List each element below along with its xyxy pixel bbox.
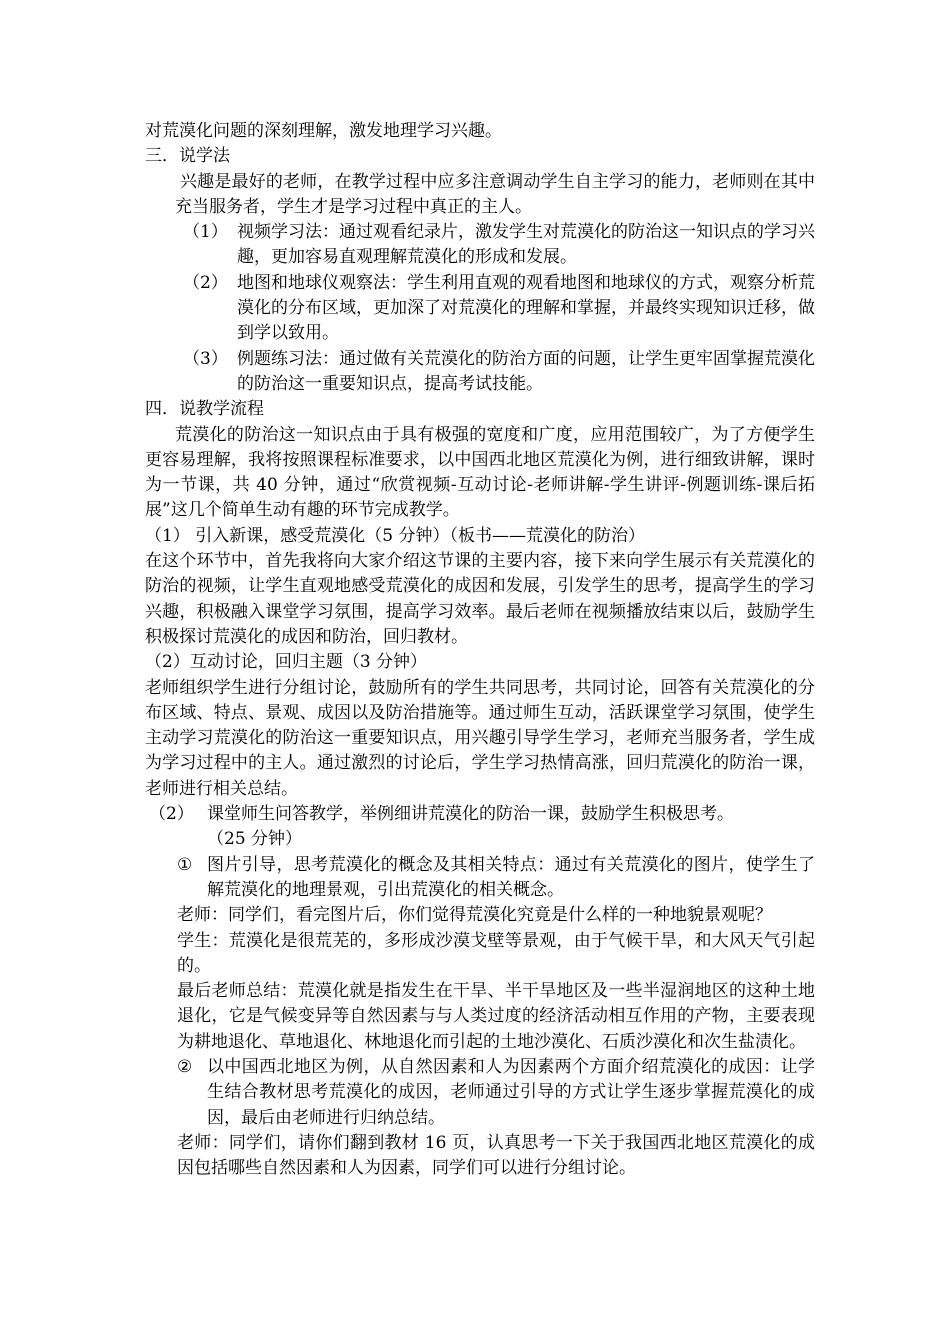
- sub-item-1-number: ①: [177, 854, 193, 875]
- section-3-heading: 三．说学法: [145, 146, 230, 167]
- method-number: （2）: [183, 272, 228, 293]
- method-item: [145, 220, 815, 271]
- method-text: 例题练习法：通过做有关荒漠化的防治方面的问题，让学生更牢固掌握荒漠化的防治这一重要知识点，提高考试技能。: [237, 348, 815, 394]
- step-2-paragraph: 老师组织学生进行分组讨论，鼓励所有的学生共同思考，共同讨论，回答有关荒漠化的分布区域、特点、景观、成因以及防治措施等。通过师生互动，活跃课堂学习氛围，使学生主动学习荒漠化的防治这一重要知识点，用兴趣引导学生学习，老师充当服务者，学生成为学习过程中的主人。通过激烈的讨论后，学生学习热情高涨，回归荒漠化的防治一课，老师进行相关总结。: [145, 677, 815, 799]
- intro-line: 对荒漠化问题的深刻理解，激发地理学习兴趣。: [145, 121, 502, 141]
- method-number: （3）: [183, 348, 228, 369]
- dialog-teacher-2: 老师：同学们，请你们翻到教材 16 页，认真思考一下关于我国西北地区荒漠化的成因包括哪些自然因素和人为因素，同学们可以进行分组讨论。: [177, 1132, 815, 1179]
- section-3-paragraph: 兴趣是最好的老师，在教学过程中应多注意调动学生自主学习的能力，老师则在其中充当服务者，学生才是学习过程中真正的主人。: [175, 171, 815, 217]
- dialog-summary-1: 最后老师总结：荒漠化就是指发生在干旱、半干旱地区及一些半湿润地区的这种土地退化，它是气候变异等自然因素与与人类过度的经济活动相互作用的产物，主要表现为耕地退化、草地退化、林地退化而引起的土地沙漠化、石质沙漠化和次生盐渍化。: [177, 981, 815, 1052]
- sub-item-2-number: ②: [177, 1056, 193, 1077]
- method-item: [145, 271, 815, 347]
- method-text: 地图和地球仪观察法：学生利用直观的观看地图和地球仪的方式，观察分析荒漠化的分布区域，更加深了对荒漠化的理解和掌握，并最终实现知识迁移，做到学以致用。: [237, 272, 815, 344]
- method-text: 视频学习法：通过观看纪录片，激发学生对荒漠化的防治这一知识点的学习兴趣，更加容易直观理解荒漠化的形成和发展。: [237, 222, 815, 268]
- dialog-student-1: 学生：荒漠化是很荒芜的，多形成沙漠戈壁等景观，由于气候干旱，和大风天气引起的。: [177, 930, 815, 976]
- step-3-number: （2）: [149, 804, 194, 825]
- step-1-paragraph: 在这个环节中，首先我将向大家介绍这节课的主要内容，接下来向学生展示有关荒漠化的防治的视频，让学生直观地感受荒漠化的成因和发展，引发学生的思考，提高学生的学习兴趣，积极融入课堂学习氛围，提高学习效率。最后老师在视频播放结束以后，鼓励学生积极探讨荒漠化的成因和防治，回归教材。: [145, 551, 815, 647]
- step-3-heading: [145, 802, 815, 827]
- step-3-text: 课堂师生问答教学，举例细讲荒漠化的防治一课，鼓励学生积极思考。: [207, 804, 734, 825]
- step-1-heading: （1） 引入新课，感受荒漠化（5 分钟）（板书——荒漠化的防治）: [145, 525, 645, 546]
- sub-item-2-text: 以中国西北地区为例，从自然因素和人为因素两个方面介绍荒漠化的成因：让学生结合教材思考荒漠化的成因，老师通过引导的方式让学生逐步掌握荒漠化的成因，最后由老师进行归纳总结。: [207, 1056, 815, 1128]
- method-item: [145, 347, 815, 398]
- step-2-heading: （2）互动讨论，回归主题（3 分钟）: [145, 652, 428, 673]
- section-4-heading: 四．说教学流程: [145, 399, 264, 420]
- method-number: （1）: [183, 222, 228, 243]
- sub-item-1-text: 图片引导，思考荒漠化的概念及其相关特点：通过有关荒漠化的图片，使学生了解荒漠化的地理景观，引出荒漠化的相关概念。: [207, 854, 815, 900]
- step-3-minutes: （25 分钟）: [207, 829, 303, 850]
- dialog-teacher-1: 老师：同学们，看完图片后，你们觉得荒漠化究竟是什么样的一种地貌景观呢？: [177, 905, 772, 926]
- section-4-paragraph: 荒漠化的防治这一知识点由于具有极强的宽度和广度，应用范围较广，为了方便学生更容易理解，我将按照课程标准要求，以中国西北地区荒漠化为例，进行细致讲解，课时为一节课，共 40 分钟，通过“欣赏视频-互动讨论-老师讲解-学生讲评-例题训练-课后拓展”这几个简单生动有趣的环节完成教学。: [145, 424, 815, 521]
- sub-item-2: [145, 1055, 815, 1131]
- document-body: [145, 119, 815, 1181]
- sub-item-1: [145, 853, 815, 904]
